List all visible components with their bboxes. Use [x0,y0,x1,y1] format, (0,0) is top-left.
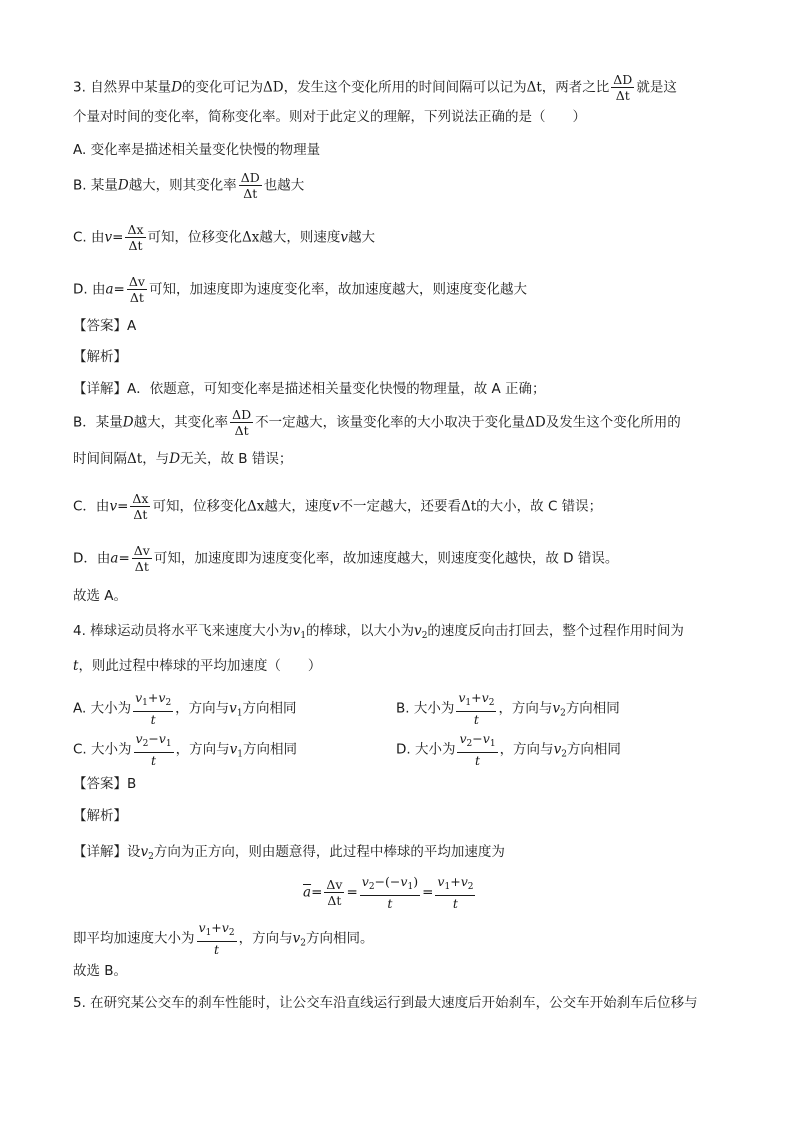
q3-stem-line2: 个量对时间的变化率，简称变化率。则对于此定义的理解，下列说法正确的是（ ） [73,109,586,125]
q4-stem-line1: 4. 棒球运动员将水平飞来速度大小为$v_1$的棒球，以大小为$v_2$的速度反向击打回去，整个过程作用时间为 [73,623,684,641]
q4-option-d: D. 大小为 $\frac{v_2-v_1}{t}$ ，方向与$v_2$方向相同 [396,731,621,768]
q4-option-a: A. 大小为 $\frac{v_1+v_2}{t}$ ，方向与$v_1$方向相同 [73,690,297,727]
q4-conclusion: 故选 B。 [73,963,128,979]
q4-analysis-heading: 【解析】 [73,808,127,824]
q4-option-c: C. 大小为 $\frac{v_2-v_1}{t}$ ，方向与$v_1$方向相同 [73,731,297,768]
q3-detail-a: 【详解】A．依题意，可知变化率是描述相关量变化快慢的物理量，故 A 正确； [73,381,546,397]
q5-stem-line1: 5. 在研究某公交车的刹车性能时，让公交车沿直线运行到最大速度后开始刹车，公交车开始刹车后位移与 [73,995,698,1011]
q3-answer: 【答案】A [73,318,137,334]
q3-detail-b: B．某量D越大，其变化率 $\frac{\Delta D}{\Delta t}$ 不一定越大，该量变化率的大小取决于变化量ΔD及发生这个变化所用的 [73,407,681,438]
q3-detail-b-cont: 时间间隔Δt，与D无关，故 B 错误； [73,451,293,467]
q3-detail-c: C．由v= $\frac{\Delta x}{\Delta t}$ 可知，位移变化Δx越大，速度v不一定越大，还要看Δt的大小，故 C 错误； [73,491,603,522]
q4-detail-line1: 【详解】设$v_2$方向为正方向，则由题意得，此过程中棒球的平均加速度为 [73,844,505,862]
q3-detail-d: D．由a= $\frac{\Delta v}{\Delta t}$ 可知，加速度即为速度变化率，故加速度越大，则速度变化越快，故 D 错误。 [73,543,619,574]
q4-detail-line2: 即平均加速度大小为 $\frac{v_1+v_2}{t}$ ，方向与$v_2$方向相同。 [73,920,374,957]
q4-stem-line2: t，则此过程中棒球的平均加速度（ ） [73,658,322,674]
q3-conclusion: 故选 A。 [73,588,128,604]
q3-analysis-heading: 【解析】 [73,349,127,365]
fraction-dD-dt: $\frac{\Delta D}{\Delta t}$ [613,72,633,103]
average-acceleration-equation: $\overline{a}=$ $\frac{\Delta v}{\Delta t}$ = $\frac{v_2-(-v_1)}{t}$ = $\frac{v_1+v_2}{t}$ [303,874,474,911]
q3-option-c: C. 由v= $\frac{\Delta x}{\Delta t}$ 可知，位移变化Δx越大，则速度v越大 [73,222,376,253]
q3-stem-line1: 3. 自然界中某量D的变化可记为ΔD，发生这个变化所用的时间间隔可以记为Δt，两者之比 $\frac{\Delta D}{\Delta t}$ 就是这 [73,72,677,103]
q3-option-d: D. 由a= $\frac{\Delta v}{\Delta t}$ 可知，加速度即为速度变化率，故加速度越大，则速度变化越大 [73,274,527,305]
q3-option-a: A. 变化率是描述相关量变化快慢的物理量 [73,142,321,158]
q4-answer: 【答案】B [73,776,137,792]
q4-option-b: B. 大小为 $\frac{v_1+v_2}{t}$ ，方向与$v_2$方向相同 [396,690,620,727]
q3-option-b: B. 某量D越大，则其变化率 $\frac{\Delta D}{\Delta t}$ 也越大 [73,170,305,201]
